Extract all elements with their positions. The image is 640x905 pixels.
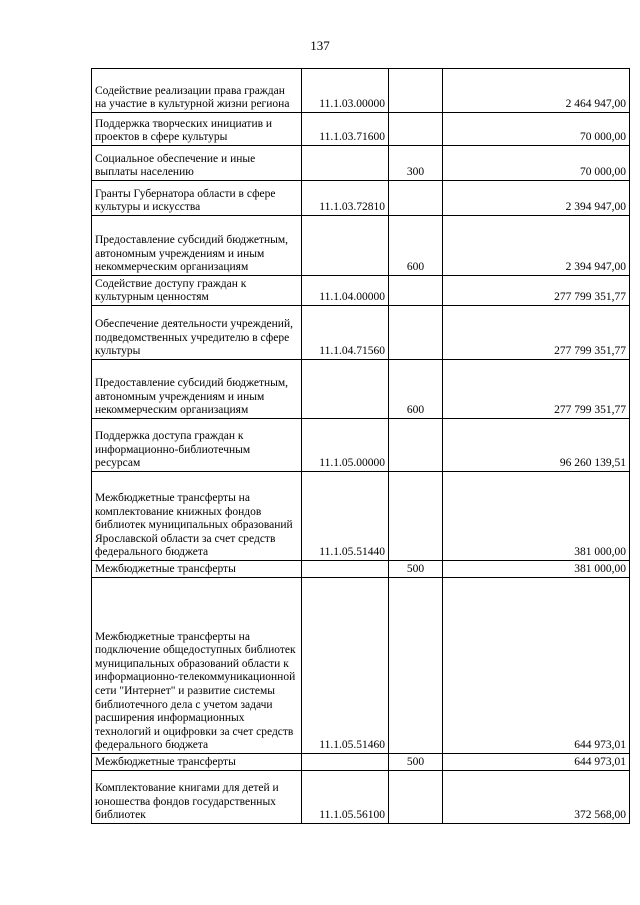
row-name: Межбюджетные трансферты на комплектование книжных фондов библиотек муниципальных образований Ярославской области за счет средств федерального бюджета bbox=[92, 472, 302, 561]
row-code: 11.1.05.56100 bbox=[302, 771, 389, 824]
row-amount: 277 799 351,77 bbox=[443, 306, 630, 360]
row-amount: 644 973,01 bbox=[443, 754, 630, 771]
table-row bbox=[92, 754, 630, 771]
row-name: Содействие реализации права граждан на участие в культурной жизни региона bbox=[92, 69, 302, 113]
row-amount: 96 260 139,51 bbox=[443, 419, 630, 472]
row-amount: 277 799 351,77 bbox=[443, 276, 630, 306]
table-row bbox=[92, 69, 630, 113]
row-name: Межбюджетные трансферты bbox=[92, 561, 302, 578]
row-name: Социальное обеспечение и иные выплаты населению bbox=[92, 146, 302, 181]
row-expense-type bbox=[389, 69, 443, 113]
row-code: 11.1.03.00000 bbox=[302, 69, 389, 113]
row-name: Предоставление субсидий бюджетным, автономным учреждениям и иным некоммерческим организациям bbox=[92, 216, 302, 276]
row-name: Поддержка творческих инициатив и проектов в сфере культуры bbox=[92, 113, 302, 146]
row-name: Межбюджетные трансферты bbox=[92, 754, 302, 771]
row-expense-type bbox=[389, 578, 443, 754]
row-code: 11.1.05.51440 bbox=[302, 472, 389, 561]
table-row bbox=[92, 276, 630, 306]
table-row bbox=[92, 771, 630, 824]
page-number: 137 bbox=[310, 38, 330, 53]
row-amount: 277 799 351,77 bbox=[443, 360, 630, 419]
row-expense-type bbox=[389, 181, 443, 216]
row-expense-type bbox=[389, 306, 443, 360]
row-code: 11.1.05.51460 bbox=[302, 578, 389, 754]
row-code bbox=[302, 216, 389, 276]
row-amount: 2 394 947,00 bbox=[443, 181, 630, 216]
row-code bbox=[302, 146, 389, 181]
row-expense-type: 600 bbox=[389, 216, 443, 276]
row-expense-type bbox=[389, 472, 443, 561]
row-expense-type bbox=[389, 276, 443, 306]
table-row bbox=[92, 146, 630, 181]
row-expense-type bbox=[389, 113, 443, 146]
row-expense-type: 500 bbox=[389, 561, 443, 578]
row-name: Обеспечение деятельности учреждений, подведомственных учредителю в сфере культуры bbox=[92, 306, 302, 360]
row-code: 11.1.03.72810 bbox=[302, 181, 389, 216]
row-code: 11.1.03.71600 bbox=[302, 113, 389, 146]
row-name: Предоставление субсидий бюджетным, автономным учреждениям и иным некоммерческим организациям bbox=[92, 360, 302, 419]
table-row bbox=[92, 216, 630, 276]
row-amount: 381 000,00 bbox=[443, 561, 630, 578]
row-amount: 381 000,00 bbox=[443, 472, 630, 561]
table-row bbox=[92, 306, 630, 360]
table-row bbox=[92, 181, 630, 216]
row-name: Поддержка доступа граждан к информационно-библиотечным ресурсам bbox=[92, 419, 302, 472]
row-expense-type: 500 bbox=[389, 754, 443, 771]
row-code: 11.1.05.00000 bbox=[302, 419, 389, 472]
table-row bbox=[92, 472, 630, 561]
row-amount: 372 568,00 bbox=[443, 771, 630, 824]
table-row bbox=[92, 578, 630, 754]
row-expense-type bbox=[389, 771, 443, 824]
row-name: Межбюджетные трансферты на подключение общедоступных библиотек муниципальных образований области к информационно-телекоммуникационной сети "Интернет" и развитие системы библиотечного дела с учетом задачи расширения информационных технологий и оцифровки за счет средств федерального бюджета bbox=[92, 578, 302, 754]
row-amount: 70 000,00 bbox=[443, 113, 630, 146]
row-code bbox=[302, 561, 389, 578]
row-expense-type: 600 bbox=[389, 360, 443, 419]
row-amount: 644 973,01 bbox=[443, 578, 630, 754]
table-row bbox=[92, 419, 630, 472]
row-name: Комплектование книгами для детей и юношества фондов государственных библиотек bbox=[92, 771, 302, 824]
row-code bbox=[302, 754, 389, 771]
row-amount: 70 000,00 bbox=[443, 146, 630, 181]
row-expense-type: 300 bbox=[389, 146, 443, 181]
row-name: Содействие доступу граждан к культурным ценностям bbox=[92, 276, 302, 306]
row-name: Гранты Губернатора области в сфере культуры и искусства bbox=[92, 181, 302, 216]
budget-table bbox=[91, 68, 630, 824]
row-amount: 2 394 947,00 bbox=[443, 216, 630, 276]
row-expense-type bbox=[389, 419, 443, 472]
row-code: 11.1.04.00000 bbox=[302, 276, 389, 306]
table-row bbox=[92, 113, 630, 146]
table-row bbox=[92, 561, 630, 578]
row-code bbox=[302, 360, 389, 419]
row-amount: 2 464 947,00 bbox=[443, 69, 630, 113]
table-row bbox=[92, 360, 630, 419]
row-code: 11.1.04.71560 bbox=[302, 306, 389, 360]
